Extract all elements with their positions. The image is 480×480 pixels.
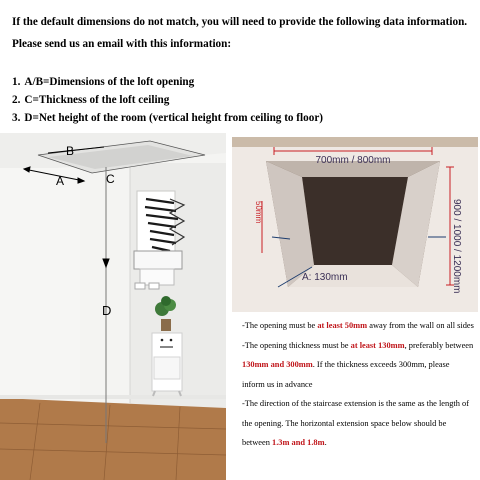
note-3-line-1: -The direction of the staircase extension is the same as the length of bbox=[242, 399, 469, 408]
list-item-3: 3. D=Net height of the room (vertical height from ceiling to floor) bbox=[12, 112, 324, 124]
label-d: D bbox=[102, 303, 112, 318]
thickness-label: A: 130mm bbox=[302, 272, 348, 283]
depth-label: 900 / 1000 / 1200mm bbox=[451, 199, 462, 294]
list-item-1: 1. A/B=Dimensions of the loft opening bbox=[12, 76, 195, 88]
note-2-line-1: -The opening thickness must be at least 130mm, preferably between bbox=[242, 340, 474, 350]
note-1: -The opening must be at least 50mm away from the wall on all sides bbox=[242, 321, 474, 330]
label-b: B bbox=[66, 144, 75, 158]
list-item-2: 2. C=Thickness of the loft ceiling bbox=[12, 94, 170, 106]
header-line-1: If the default dimensions do not match, you will need to provide the following data information. bbox=[12, 16, 468, 28]
loft-opening-photo bbox=[232, 137, 478, 312]
gap-label: 50mm bbox=[254, 201, 263, 224]
room-illustration bbox=[0, 133, 226, 480]
loft-illustration bbox=[232, 137, 478, 312]
note-3-line-2: the opening. The horizontal extension space below should be bbox=[242, 418, 447, 428]
header-line-2: Please send us an email with this information: bbox=[12, 38, 232, 50]
note-2-line-2: 130mm and 300mm. If the thickness exceeds 300mm, please bbox=[242, 360, 450, 369]
note-2-line-3: inform us in advance bbox=[242, 379, 313, 389]
label-c: C bbox=[106, 172, 115, 186]
width-label: 700mm / 800mm bbox=[315, 155, 391, 166]
note-3-line-3: between 1.3m and 1.8m. bbox=[242, 438, 327, 447]
requirements-notes bbox=[242, 316, 478, 453]
room-photo bbox=[0, 133, 226, 480]
label-a: A bbox=[56, 174, 65, 188]
